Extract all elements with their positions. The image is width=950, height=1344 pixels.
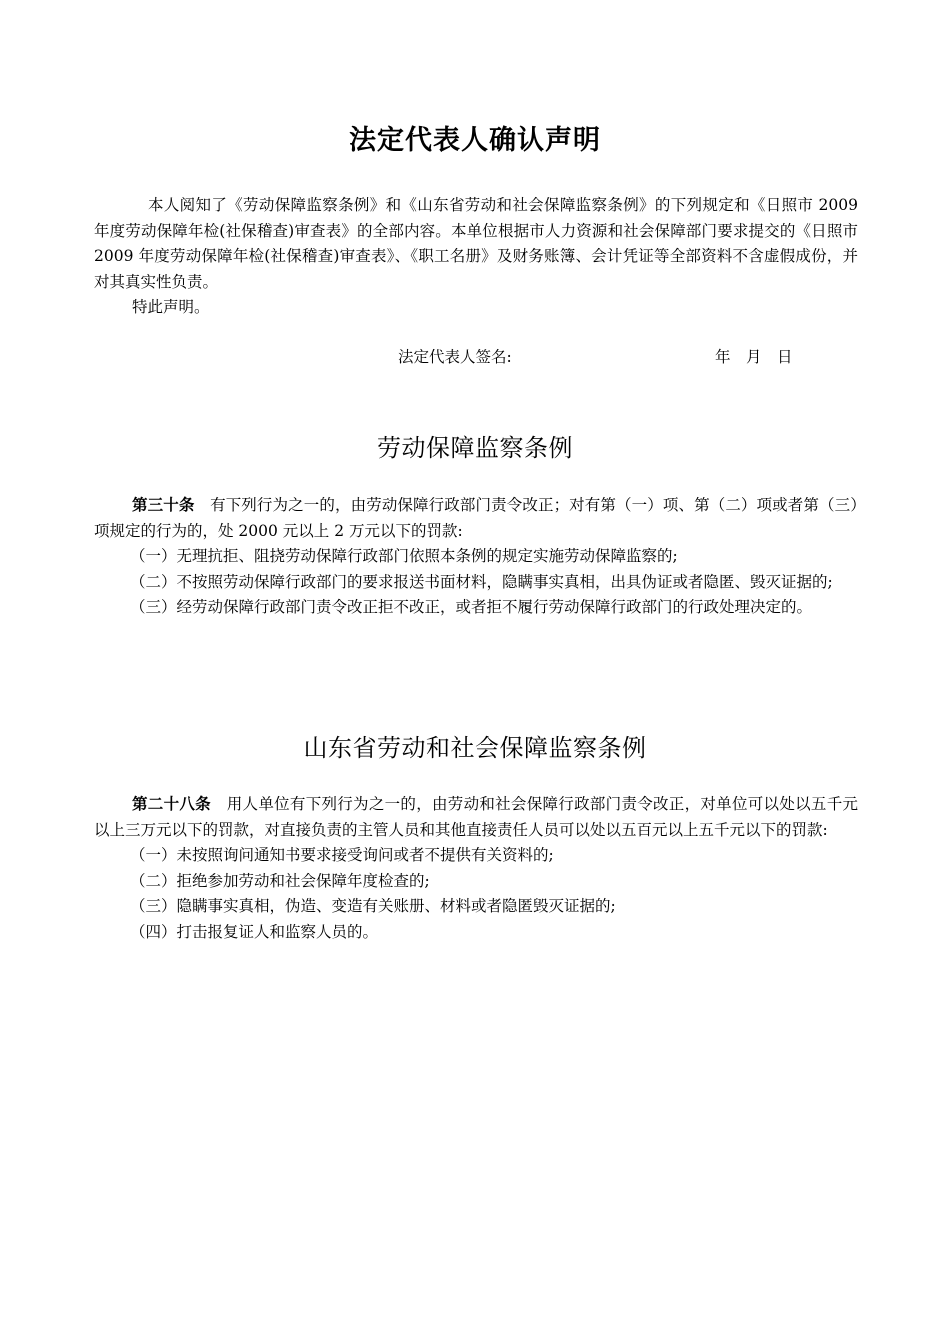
regulation-1-title: 劳动保障监察条例 [377, 434, 573, 462]
regulation-2-item: （三）隐瞒事实真相，伪造、变造有关账册、材料或者隐匿毁灭证据的; [130, 897, 616, 915]
regulation-1-article [94, 492, 858, 544]
regulation-2-title: 山东省劳动和社会保障监察条例 [303, 734, 647, 762]
regulation-1-article-no: 第三十条 [132, 495, 195, 514]
regulation-2-item: （四）打击报复证人和监察人员的。 [130, 922, 379, 941]
regulation-2-item: （一）未按照询问通知书要求接受询问或者不提供有关资料的; [130, 846, 554, 864]
declaration-title: 法定代表人确认声明 [349, 125, 601, 156]
signature-label: 法定代表人签名: [398, 348, 512, 366]
regulation-1-item: （三）经劳动保障行政部门责令改正拒不改正，或者拒不履行劳动保障行政部门的行政处理决定的。 [130, 598, 813, 616]
declaration-body: 本人阅知了《劳动保障监察条例》和《山东省劳动和社会保障监察条例》的下列规定和《日照市 2009 年度劳动保障年检(社保稽查)审查表》的全部内容。本单位根据市人力资源和社会保障部门要求提交的《日照市 2009 年度劳动保障年检(社保稽查)审查表》、《职工名册》及财务账簿、会计凭证等全部资料不含虚假成份，并对其真实性负责。 [94, 196, 858, 291]
regulation-1-block [94, 492, 858, 621]
regulation-2-block [94, 791, 858, 945]
declaration-block [94, 193, 858, 321]
regulation-2-article [94, 791, 858, 843]
regulation-2-item: （二）拒绝参加劳动和社会保障年度检查的; [130, 871, 430, 890]
date-label: 年 月 日 [715, 348, 793, 366]
regulation-2-article-no: 第二十八条 [132, 794, 211, 813]
regulation-1-item: （一）无理抗拒、阻挠劳动保障行政部门依照本条例的规定实施劳动保障监察的; [130, 547, 678, 565]
regulation-1-article-text: 有下列行为之一的，由劳动保障行政部门责令改正；对有第（一）项、第（二）项或者第（三）项规定的行为的，处 2000 元以上 2 万元以下的罚款: [94, 496, 858, 540]
declaration-closing: 特此声明。 [132, 298, 210, 316]
regulation-2-article-text: 用人单位有下列行为之一的，由劳动和社会保障行政部门责令改正，对单位可以处以五千元以上三万元以下的罚款，对直接负责的主管人员和其他直接责任人员可以处以五百元以上五千元以下的罚款: [94, 795, 858, 839]
regulation-1-item: （二）不按照劳动保障行政部门的要求报送书面材料，隐瞒事实真相，出具伪证或者隐匿、毁灭证据的; [130, 572, 833, 591]
